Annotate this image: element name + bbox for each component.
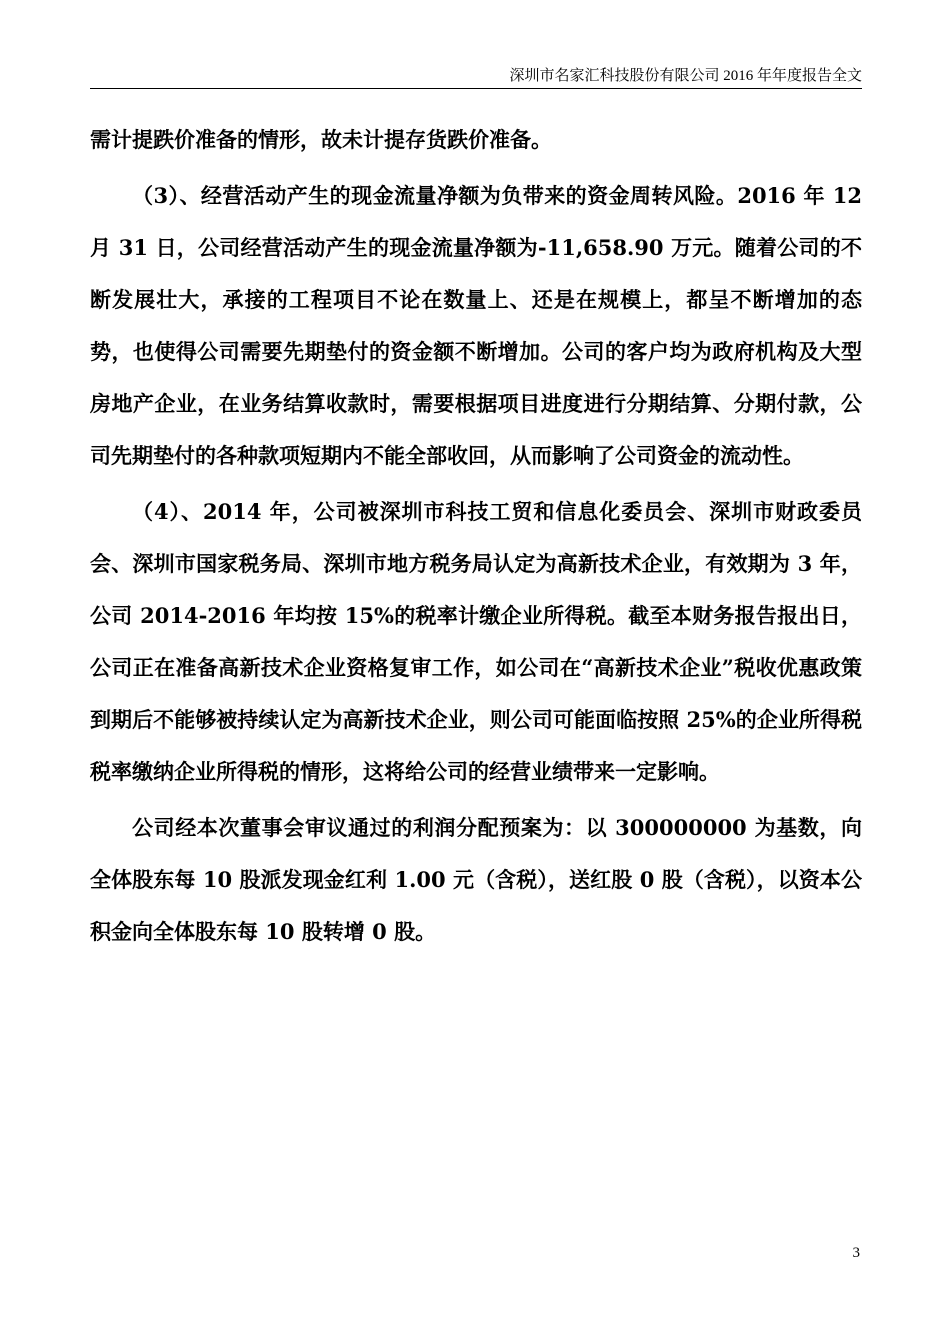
paragraph-tax-risk: （4）、2014 年，公司被深圳市科技工贸和信息化委员会、深圳市财政委员会、深圳市国家税务局、深圳市地方税务局认定为高新技术企业，有效期为 3 年，公司 2014-2016 年均按 15%的税率计缴企业所得税。截至本财务报告报出日，公司正在准备高新技术企业资格复审工作，如公司在“高新技术企业”税收优惠政策到期后不能够被持续认定为高新技术企业，则公司可能面临按照 25%的企业所得税税率缴纳企业所得税的情形，这将给公司的经营业绩带来一定影响。 <box>90 499 862 784</box>
page-number: 3 <box>852 1245 860 1261</box>
paragraph-cash-flow-risk: （3）、经营活动产生的现金流量净额为负带来的资金周转风险。2016 年 12 月 31 日，公司经营活动产生的现金流量净额为-11,658.90 万元。随着公司的不断发展壮大，承接的工程项目不论在数量上、还是在规模上，都呈不断增加的态势，也使得公司需要先期垫付的资金额不断增加。公司的客户均为政府机构及大型房地产企业，在业务结算收款时，需要根据项目进度进行分期结算、分期付款，公司先期垫付的各种款项短期内不能全部收回，从而影响了公司资金的流动性。 <box>90 183 862 468</box>
header-rule <box>90 88 862 89</box>
paragraph-profit-distribution: 公司经本次董事会审议通过的利润分配预案为：以 300000000 为基数，向全体股东每 10 股派发现金红利 1.00 元（含税），送红股 0 股（含税），以资本公积金向全体股东每 10 股转增 0 股。 <box>90 815 862 944</box>
paragraph-inventory-end: 需计提跌价准备的情形，故未计提存货跌价准备。 <box>90 127 552 152</box>
body-text <box>90 114 862 958</box>
page-header: 深圳市名家汇科技股份有限公司 2016 年年度报告全文 <box>509 68 862 84</box>
